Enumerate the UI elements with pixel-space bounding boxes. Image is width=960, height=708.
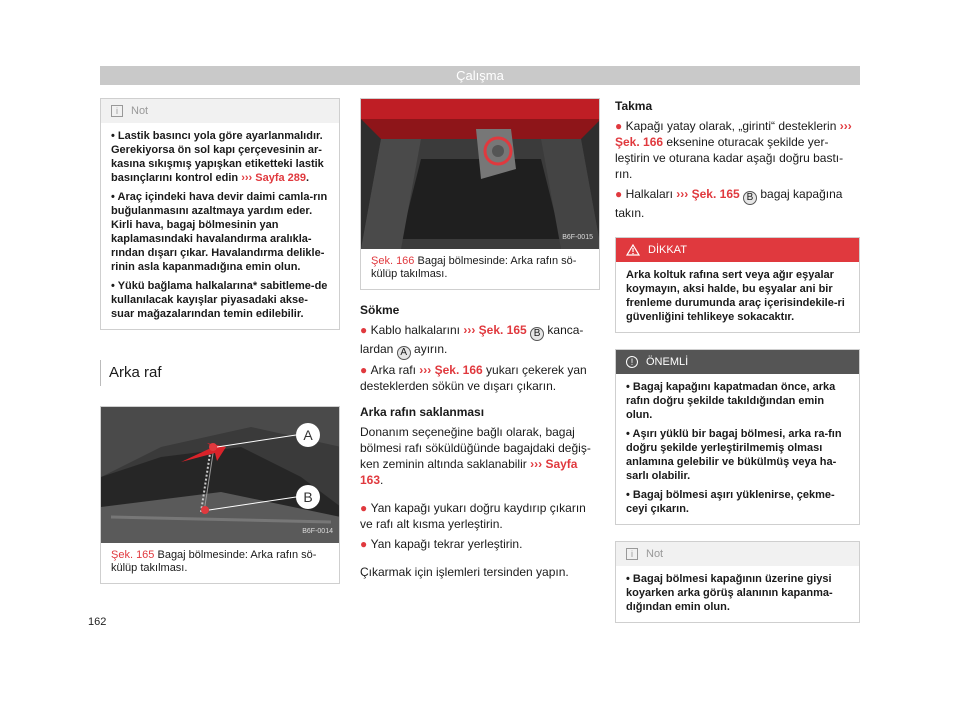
figure-166 [360,98,600,290]
column-1 [100,98,340,584]
reverse-note: Çıkarmak için işlemleri tersinden yapın. [360,565,569,579]
takma-title: Takma [615,99,653,113]
important-box [615,349,860,525]
figure-label-a: A [303,427,313,443]
callout-b: B [530,327,544,341]
warning-box-title: DİKKAT [648,244,687,256]
important-item: • Bagaj bölmesi aşırı yüklenirse, çekme-ceyi çıkarın. [626,489,835,515]
column-2 [360,98,600,582]
removal-section [360,302,600,580]
figure-165 [100,406,340,584]
exclamation-icon: ! [626,356,638,368]
sokme-title: Sökme [360,303,400,317]
important-item: • Bagaj kapağını kapatmadan önce, arka rafın doğru şekilde takıldığından emin olun. [626,381,836,421]
warning-box [615,237,860,333]
page-link[interactable]: ››› Sayfa 163 [360,457,578,487]
install-section [615,98,860,221]
note-box-2-title: Not [646,548,664,560]
fig-link[interactable]: ››› Şek. 166 [419,363,483,377]
sokme-step-2: ● Arka rafı ››› Şek. 166 yukarı çekerek yan desteklerden sökün ve dışarı çıkarın. [360,363,587,393]
trunk-shelf-illustration [101,407,339,543]
figure-165-image [101,407,339,543]
figure-code: B6F-0014 [302,528,333,535]
note-box-2 [615,541,860,623]
page-header-title: Çalışma [456,68,504,83]
info-icon: i [626,548,638,560]
takma-step-1: ● Kapağı yatay olarak, „girinti“ desteklerin ››› Şek. 166 eksenine oturacak şekilde yer-leştirin ve oturana kadar aşağı doğru bastı-rın. [615,119,852,181]
warning-triangle-icon [626,244,640,256]
warning-box-body: Arka koltuk rafına sert veya ağır eşyalar koymayın, aksi halde, bu eşyalar ani bir frenleme durumunda araç içerisindekile-ri güvenliğini tehlikeye sokacaktır. [626,269,845,323]
saklanmasi-text: Donanım seçeneğine bağlı olarak, bagaj bölmesi rafı söküldüğünde bagajdaki değiş-ken zeminin altında saklanabilir ››› Sayfa 163. [360,425,591,487]
figure-166-image [361,99,599,249]
takma-step-2: ● Halkaları ››› Şek. 165 B bagaj kapağına takın. [615,187,843,220]
note-box-2-header [616,542,859,566]
saklanmasi-step-2: ● Yan kapağı tekrar yerleştirin. [360,537,523,551]
section-title: Arka raf [109,364,162,381]
saklanmasi-title: Arka rafın saklanması [360,405,485,419]
figure-label-b: B [303,489,313,505]
callout-a: A [397,346,411,360]
page-header [100,66,860,85]
figure-166-caption: Şek. 166 Bagaj bölmesinde: Arka rafın sö-külüp takılması. [371,255,577,280]
note-box [100,98,340,330]
fig-link[interactable]: ››› Şek. 165 [463,323,527,337]
info-icon: i [111,105,123,117]
important-box-body [616,374,859,524]
fig-link[interactable]: ››› Şek. 165 [676,187,740,201]
sokme-step-1: ● Kablo halkalarını ››› Şek. 165 B kanca-lardan A ayırın. [360,323,584,358]
note-box-2-body [616,566,859,622]
note-item: • Bagaj bölmesi kapağının üzerine giysi koyarken arka görüş alanının kapanma-dığından emin olun. [626,573,833,613]
figure-165-caption: Şek. 165 Bagaj bölmesinde: Arka rafın sö-külüp takılması. [111,549,317,574]
note-item: • Yükü bağlama halkalarına* sabitleme-de kullanılacak kayışlar piyasadaki akse-suar mağazalarından temin edilebilir. [111,280,328,320]
important-item: • Aşırı yüklü bir bagaj bölmesi, arka ra-fın doğru şekilde yerleştirilmemiş olması anlamına gelebilir ve bükülmüş veya ha-sarlı olabilir. [626,428,842,482]
warning-box-header [616,238,859,262]
note-item: • Araç içindeki hava devir daimi camla-rın buğulanmasını azaltmaya yardım eder. Kirli hava, bagaj bölmesinin yan kaplamasındaki havalandırma aralıkla-rından dışarı çıkar. Havalandırma delikle-rinin asla kapanmadığına emin olun. [111,191,328,273]
section-heading [100,360,340,386]
page-link[interactable]: ››› Sayfa 289 [241,172,307,184]
figure-code: B6F-0015 [562,234,593,241]
note-box-header [101,99,339,123]
trunk-interior-illustration [361,99,599,249]
important-box-header [616,350,859,374]
note-item: • Lastik basıncı yola göre ayarlanmalıdır. Gerekiyorsa ön sol kapı çerçevesinin ar-kasına sıkışmış yapışkan etiketteki lastik basınçlarını kontrol edin ››› Sayfa 289. [111,130,324,184]
fig-link[interactable]: ››› Şek. 166 [615,119,852,149]
note-box-title: Not [131,105,149,117]
important-box-title: ÖNEMLİ [646,356,689,368]
page-number: 162 [88,616,107,628]
column-3 [615,98,860,623]
saklanmasi-step-1: ● Yan kapağı yukarı doğru kaydırıp çıkarın ve rafı alt kısma yerleştirin. [360,501,586,531]
callout-b: B [743,191,757,205]
note-box-body [101,123,339,329]
